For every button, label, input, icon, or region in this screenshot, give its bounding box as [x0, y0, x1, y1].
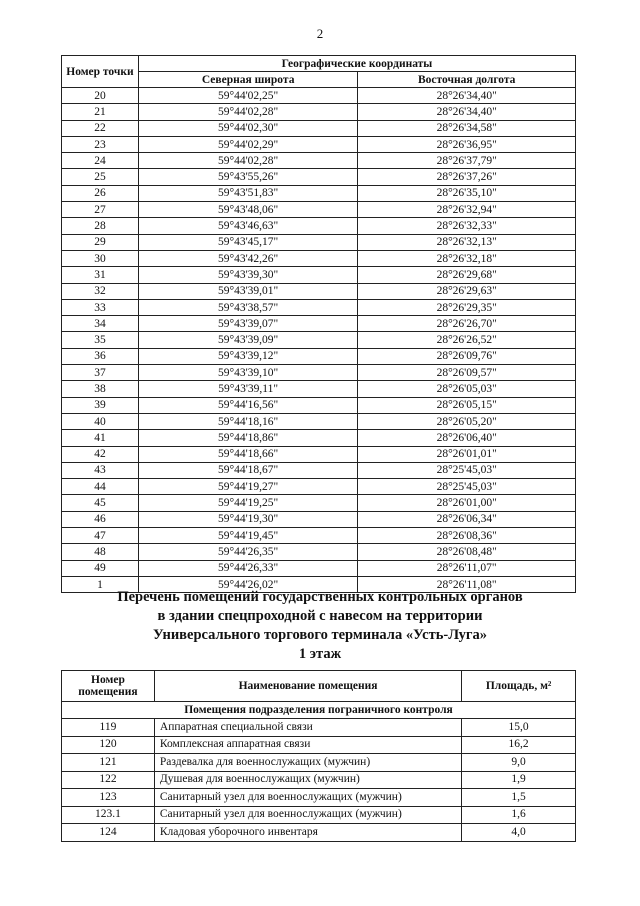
col-number-header: Номер помещения — [62, 671, 155, 702]
longitude: 28°26'32,18" — [358, 250, 576, 266]
latitude: 59°43'46,63" — [138, 218, 358, 234]
heading-line: в здании спецпроходной с навесом на территории — [157, 608, 483, 624]
table-row — [62, 283, 576, 299]
table-row — [62, 806, 576, 824]
point-number: 41 — [62, 430, 139, 446]
table-row — [62, 332, 576, 348]
longitude: 28°26'34,40" — [358, 104, 576, 120]
table-row — [62, 316, 576, 332]
table-row — [62, 397, 576, 413]
coordinates-body — [62, 88, 576, 593]
table-row — [62, 381, 576, 397]
longitude: 28°26'34,40" — [358, 88, 576, 104]
longitude: 28°26'37,79" — [358, 153, 576, 169]
longitude: 28°26'05,03" — [358, 381, 576, 397]
point-number: 30 — [62, 250, 139, 266]
table-row — [62, 430, 576, 446]
room-name: Санитарный узел для военнослужащих (мужчин) — [154, 806, 461, 824]
col-point-header: Номер точки — [62, 56, 139, 88]
latitude: 59°44'18,67" — [138, 462, 358, 478]
latitude: 59°44'02,28" — [138, 104, 358, 120]
latitude: 59°43'45,17" — [138, 234, 358, 250]
latitude: 59°43'39,12" — [138, 348, 358, 364]
longitude: 28°26'37,26" — [358, 169, 576, 185]
table-row — [62, 511, 576, 527]
room-number: 123 — [62, 789, 155, 807]
table-row — [62, 299, 576, 315]
latitude: 59°44'26,35" — [138, 544, 358, 560]
table-row — [62, 169, 576, 185]
longitude: 28°26'11,08" — [358, 576, 576, 592]
longitude: 28°26'29,68" — [358, 267, 576, 283]
table-row — [62, 528, 576, 544]
table-row — [62, 104, 576, 120]
longitude: 28°26'34,58" — [358, 120, 576, 136]
longitude: 28°25'45,03" — [358, 479, 576, 495]
latitude: 59°43'39,11" — [138, 381, 358, 397]
point-number: 40 — [62, 413, 139, 429]
coordinates-table — [61, 55, 576, 593]
room-number: 122 — [62, 771, 155, 789]
latitude: 59°44'18,66" — [138, 446, 358, 462]
longitude: 28°26'32,13" — [358, 234, 576, 250]
table-row — [62, 560, 576, 576]
table-row — [62, 736, 576, 754]
longitude: 28°26'29,35" — [358, 299, 576, 315]
latitude: 59°43'39,09" — [138, 332, 358, 348]
room-name: Комплексная аппаратная связи — [154, 736, 461, 754]
point-number: 20 — [62, 88, 139, 104]
latitude: 59°44'19,27" — [138, 479, 358, 495]
longitude: 28°26'29,63" — [358, 283, 576, 299]
rooms-body — [62, 702, 576, 842]
col-lat-header: Северная широта — [138, 72, 358, 88]
room-name: Санитарный узел для военнослужащих (мужчин) — [154, 789, 461, 807]
table-row — [62, 185, 576, 201]
table-row — [62, 479, 576, 495]
room-name: Раздевалка для военнослужащих (мужчин) — [154, 754, 461, 772]
longitude: 28°26'06,34" — [358, 511, 576, 527]
heading-floor: 1 этаж — [298, 646, 342, 662]
heading-line: Универсального торгового терминала «Усть-Луга» — [153, 627, 487, 643]
rooms-table — [61, 670, 576, 842]
point-number: 23 — [62, 136, 139, 152]
page-number: 2 — [316, 26, 324, 41]
table-row — [62, 771, 576, 789]
latitude: 59°44'18,16" — [138, 413, 358, 429]
point-number: 47 — [62, 528, 139, 544]
point-number: 29 — [62, 234, 139, 250]
col-lon-header: Восточная долгота — [358, 72, 576, 88]
point-number: 27 — [62, 202, 139, 218]
latitude: 59°43'39,10" — [138, 365, 358, 381]
latitude: 59°44'19,25" — [138, 495, 358, 511]
point-number: 25 — [62, 169, 139, 185]
point-number: 37 — [62, 365, 139, 381]
point-number: 34 — [62, 316, 139, 332]
table-row — [62, 544, 576, 560]
longitude: 28°26'01,00" — [358, 495, 576, 511]
longitude: 28°26'05,15" — [358, 397, 576, 413]
longitude: 28°26'32,94" — [358, 202, 576, 218]
table-row — [62, 789, 576, 807]
room-area: 4,0 — [462, 824, 576, 842]
room-number: 123.1 — [62, 806, 155, 824]
point-number: 33 — [62, 299, 139, 315]
latitude: 59°44'16,56" — [138, 397, 358, 413]
room-area: 1,5 — [462, 789, 576, 807]
latitude: 59°44'02,28" — [138, 153, 358, 169]
col-geo-header: Географические координаты — [138, 56, 575, 72]
table-row — [62, 413, 576, 429]
point-number: 49 — [62, 560, 139, 576]
latitude: 59°43'38,57" — [138, 299, 358, 315]
point-number: 36 — [62, 348, 139, 364]
point-number: 48 — [62, 544, 139, 560]
room-area: 16,2 — [462, 736, 576, 754]
point-number: 26 — [62, 185, 139, 201]
room-name: Душевая для военнослужащих (мужчин) — [154, 771, 461, 789]
rooms-heading — [0, 588, 640, 664]
latitude: 59°44'02,29" — [138, 136, 358, 152]
longitude: 28°26'09,76" — [358, 348, 576, 364]
table-row — [62, 88, 576, 104]
heading-line: Перечень помещений государственных контрольных органов — [117, 589, 523, 605]
room-number: 120 — [62, 736, 155, 754]
table-row — [62, 218, 576, 234]
point-number: 39 — [62, 397, 139, 413]
table-row — [62, 136, 576, 152]
point-number: 46 — [62, 511, 139, 527]
longitude: 28°26'05,20" — [358, 413, 576, 429]
room-name: Кладовая уборочного инвентаря — [154, 824, 461, 842]
point-number: 44 — [62, 479, 139, 495]
table-row — [62, 250, 576, 266]
point-number: 31 — [62, 267, 139, 283]
latitude: 59°43'51,83" — [138, 185, 358, 201]
room-area: 1,6 — [462, 806, 576, 824]
point-number: 35 — [62, 332, 139, 348]
table-row — [62, 153, 576, 169]
room-number: 119 — [62, 719, 155, 737]
longitude: 28°25'45,03" — [358, 462, 576, 478]
room-area: 15,0 — [462, 719, 576, 737]
latitude: 59°43'39,30" — [138, 267, 358, 283]
longitude: 28°26'26,70" — [358, 316, 576, 332]
longitude: 28°26'06,40" — [358, 430, 576, 446]
longitude: 28°26'09,57" — [358, 365, 576, 381]
latitude: 59°44'18,86" — [138, 430, 358, 446]
latitude: 59°44'19,30" — [138, 511, 358, 527]
longitude: 28°26'36,95" — [358, 136, 576, 152]
table-row — [62, 120, 576, 136]
latitude: 59°44'26,02" — [138, 576, 358, 592]
room-name: Аппаратная специальной связи — [154, 719, 461, 737]
longitude: 28°26'11,07" — [358, 560, 576, 576]
latitude: 59°43'42,26" — [138, 250, 358, 266]
longitude: 28°26'35,10" — [358, 185, 576, 201]
latitude: 59°43'39,01" — [138, 283, 358, 299]
latitude: 59°43'48,06" — [138, 202, 358, 218]
point-number: 32 — [62, 283, 139, 299]
longitude: 28°26'32,33" — [358, 218, 576, 234]
point-number: 21 — [62, 104, 139, 120]
table-row — [62, 754, 576, 772]
table-row — [62, 267, 576, 283]
table-row — [62, 446, 576, 462]
room-area: 9,0 — [462, 754, 576, 772]
table-row — [62, 719, 576, 737]
room-area: 1,9 — [462, 771, 576, 789]
latitude: 59°44'02,30" — [138, 120, 358, 136]
point-number: 42 — [62, 446, 139, 462]
latitude: 59°44'02,25" — [138, 88, 358, 104]
table-row — [62, 495, 576, 511]
point-number: 43 — [62, 462, 139, 478]
latitude: 59°44'26,33" — [138, 560, 358, 576]
section-title: Помещения подразделения пограничного контроля — [62, 702, 576, 719]
latitude: 59°43'55,26" — [138, 169, 358, 185]
table-row — [62, 462, 576, 478]
room-number: 121 — [62, 754, 155, 772]
table-row — [62, 348, 576, 364]
point-number: 1 — [62, 576, 139, 592]
longitude: 28°26'08,48" — [358, 544, 576, 560]
point-number: 24 — [62, 153, 139, 169]
point-number: 45 — [62, 495, 139, 511]
room-number: 124 — [62, 824, 155, 842]
table-row — [62, 234, 576, 250]
point-number: 22 — [62, 120, 139, 136]
table-row — [62, 365, 576, 381]
point-number: 28 — [62, 218, 139, 234]
col-area-header: Площадь, м² — [462, 671, 576, 702]
longitude: 28°26'01,01" — [358, 446, 576, 462]
longitude: 28°26'26,52" — [358, 332, 576, 348]
point-number: 38 — [62, 381, 139, 397]
table-row — [62, 202, 576, 218]
table-row — [62, 824, 576, 842]
longitude: 28°26'08,36" — [358, 528, 576, 544]
latitude: 59°44'19,45" — [138, 528, 358, 544]
col-name-header: Наименование помещения — [154, 671, 461, 702]
latitude: 59°43'39,07" — [138, 316, 358, 332]
